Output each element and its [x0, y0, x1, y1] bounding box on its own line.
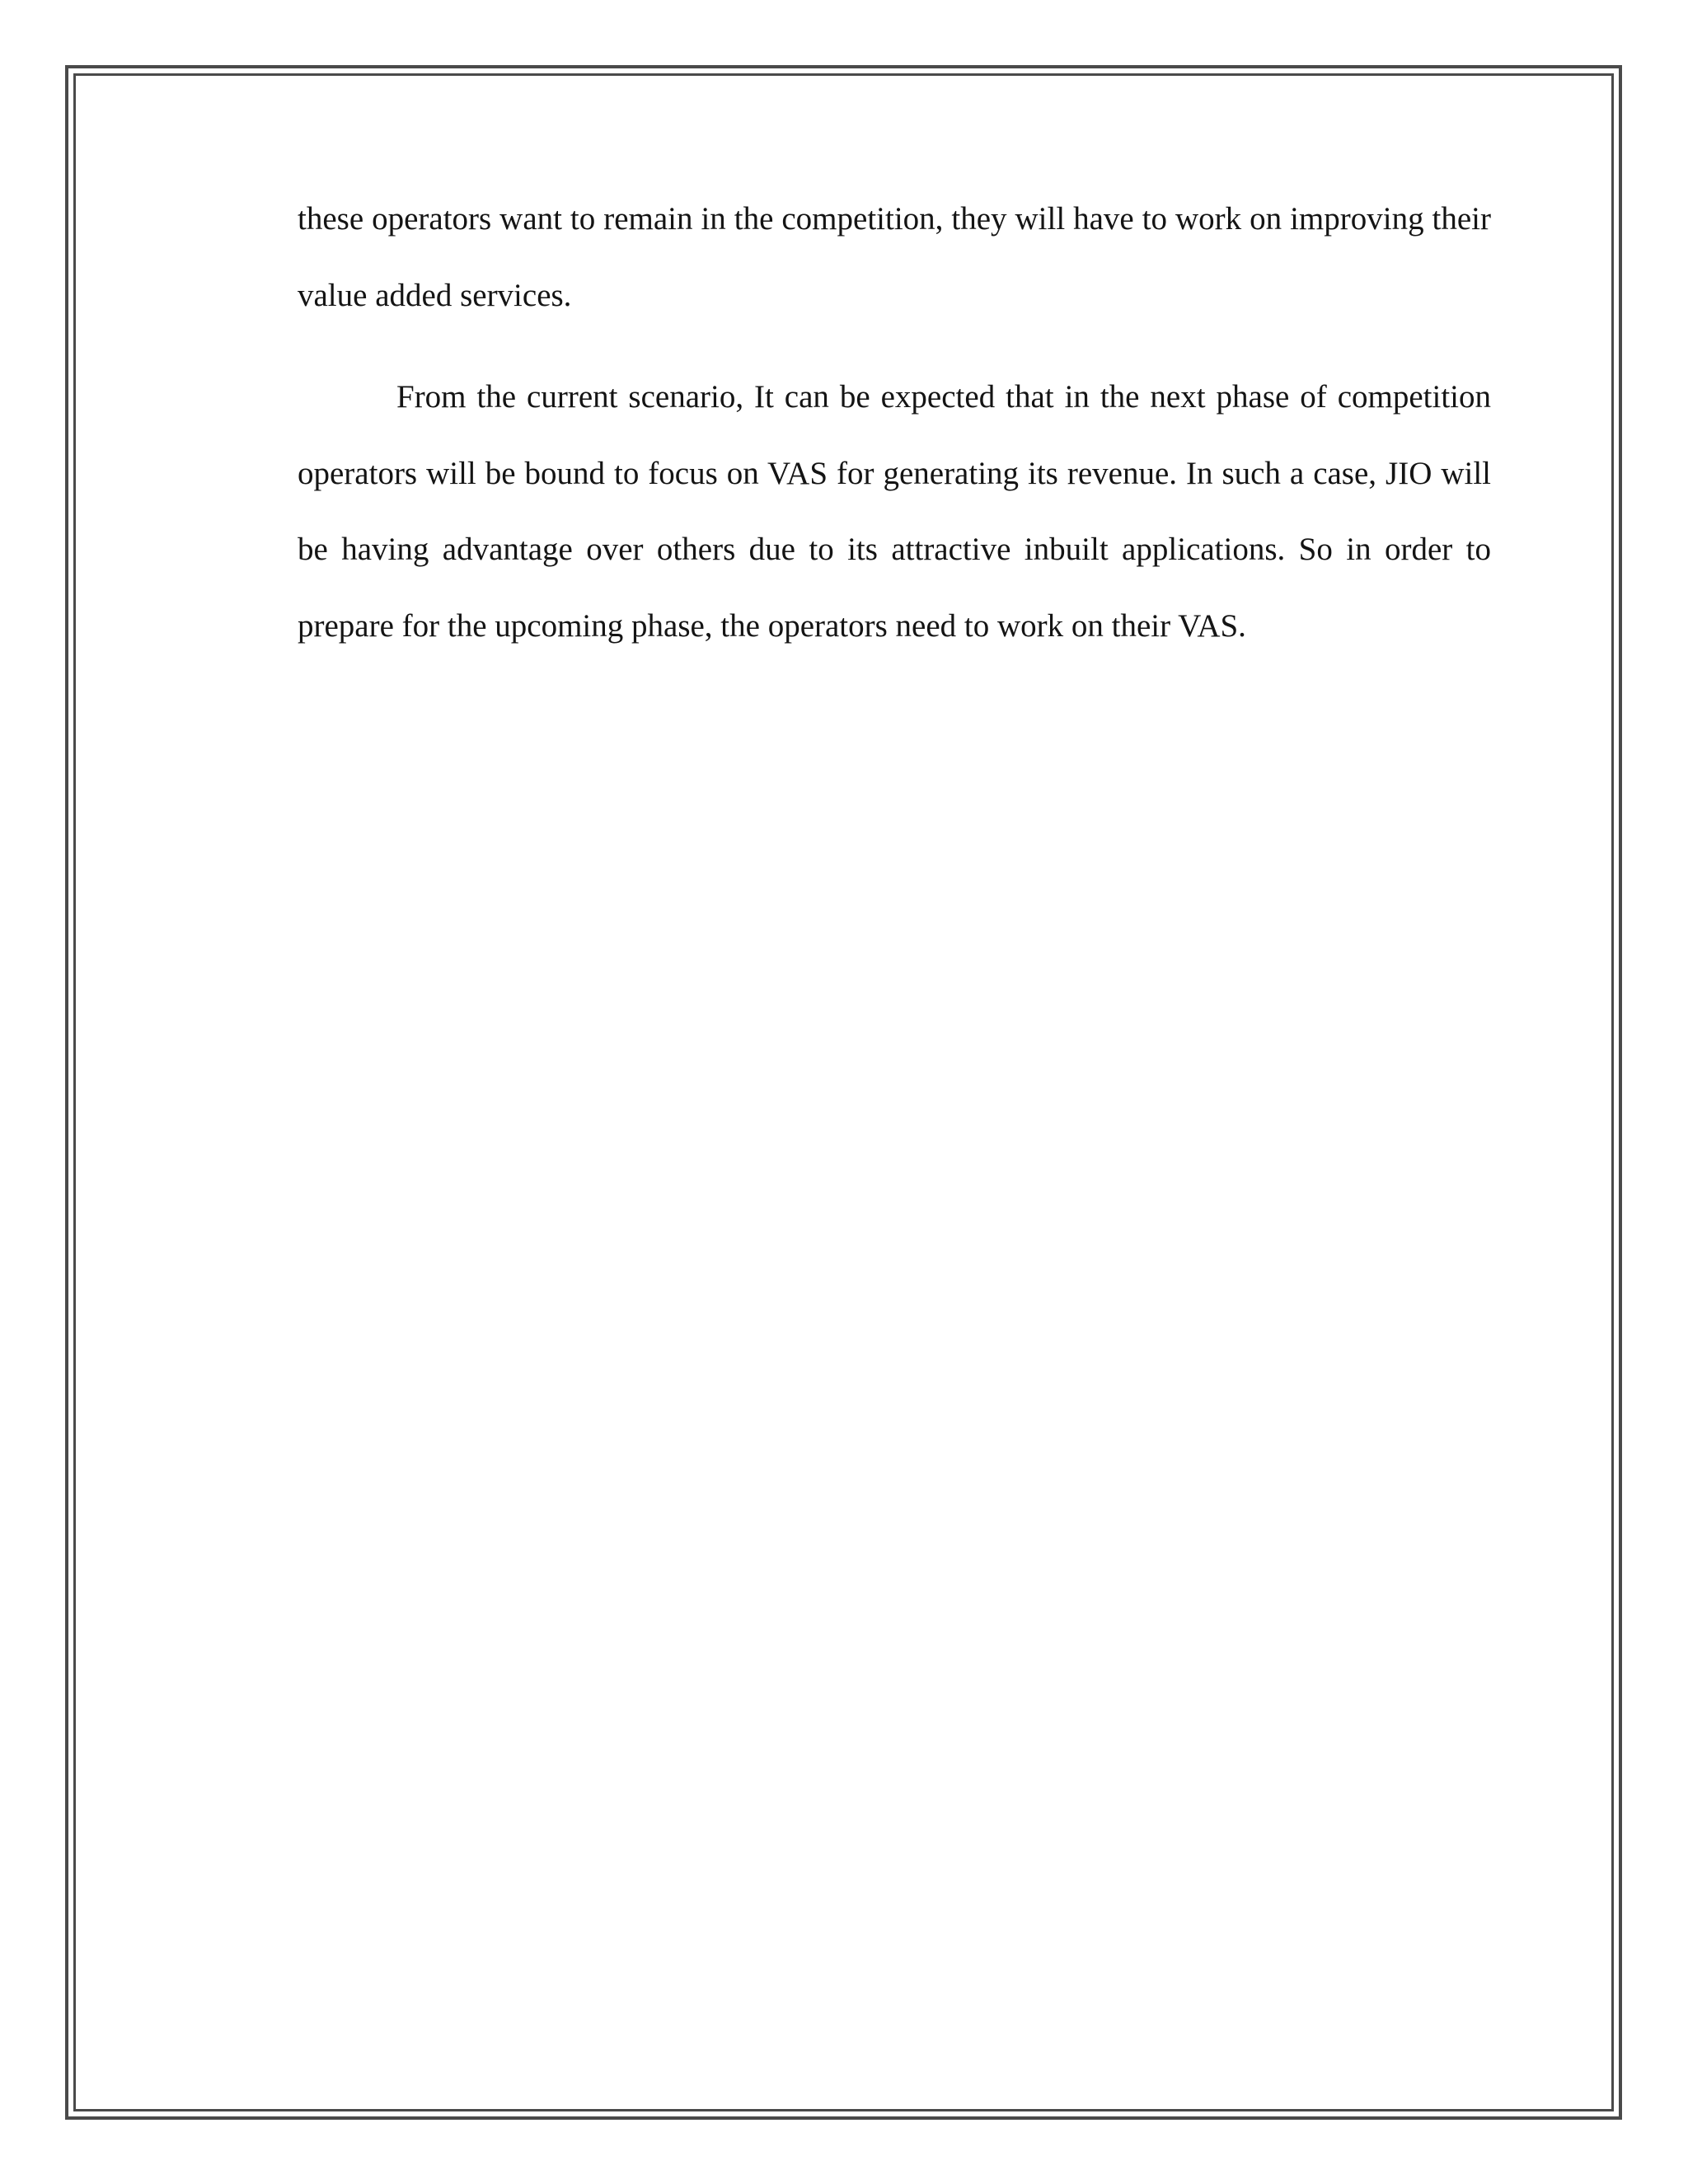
paragraph-continuation: these operators want to remain in the competition, they will have to work on improving their value added services. [298, 201, 1491, 313]
document-body [298, 181, 1491, 664]
paragraph-vas-outlook: From the current scenario, It can be expected that in the next phase of competition operators will be bound to focus on VAS for generating its revenue. In such a case, JIO will be having advantage over others due to its attractive inbuilt applications. So in order to prepare for the upcoming phase, the operators need to work on their VAS. [298, 379, 1491, 644]
